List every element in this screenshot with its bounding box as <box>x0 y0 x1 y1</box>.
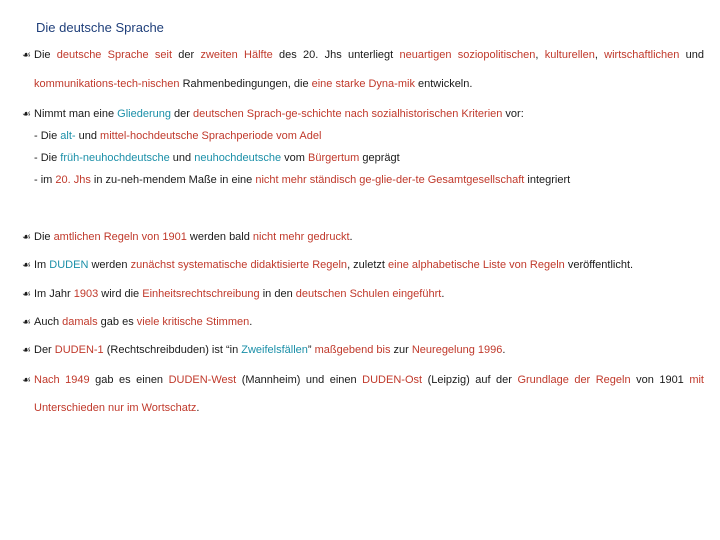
highlighted-text: damals <box>62 316 98 328</box>
body-text: Die <box>34 49 57 61</box>
highlighted-text: DUDEN-West <box>168 374 237 386</box>
highlighted-text: DUDEN <box>49 259 89 271</box>
highlighted-text: Neuregelung 1996 <box>411 344 503 356</box>
highlighted-text: nicht mehr gedruckt <box>252 231 350 243</box>
body-text: gab es einen <box>89 374 169 386</box>
bullet-icon: ☙ <box>22 375 31 386</box>
body-text: - im <box>34 174 56 186</box>
body-text: . <box>249 316 253 328</box>
body-text: des 20. Jhs unterliegt <box>272 49 400 61</box>
highlighted-text: eine starke Dyna-mik <box>311 78 415 90</box>
highlighted-text: Einheitsrechtschreibung <box>142 288 260 300</box>
bullet-icon: ☙ <box>22 50 31 61</box>
highlighted-text: Sprachperiode vom Adel <box>198 130 322 142</box>
highlighted-text: maßgebend bis <box>314 344 391 356</box>
page-title: Die deutsche Sprache <box>36 20 164 35</box>
body-text: der <box>170 108 193 120</box>
body-text: in zu-neh-mendem Maße in eine <box>90 174 256 186</box>
body-text: Im Jahr <box>34 288 74 300</box>
sub-item-2 <box>22 151 704 165</box>
highlighted-text: Bürgertum <box>307 152 360 164</box>
highlighted-text: kommunikations-tech-nischen <box>34 78 180 90</box>
body-text: Nimmt man eine <box>34 108 118 120</box>
highlighted-text: früh-neuhochdeutsche <box>60 152 170 164</box>
highlighted-text: DUDEN-Ost <box>362 374 423 386</box>
highlighted-text: alt- <box>60 130 76 142</box>
body-text: (Rechtschreibduden) ist “in <box>103 344 242 356</box>
highlighted-text: eine alphabetische Liste von Regeln <box>388 259 565 271</box>
highlighted-text: mittel-hochdeutsche <box>100 130 199 142</box>
highlighted-text: mit <box>689 374 704 386</box>
body-text: . <box>196 402 200 414</box>
body-text: ” <box>307 344 315 356</box>
highlighted-text: nicht mehr ständisch ge-glie-der-te Gesamtgesellschaft <box>255 174 525 186</box>
body-text: vor: <box>502 108 524 120</box>
body-text: geprägt <box>359 152 400 164</box>
highlighted-text: 1903 <box>73 288 99 300</box>
bullet-icon: ☙ <box>22 260 31 271</box>
paragraph-8-line-2 <box>22 401 704 415</box>
body-text: . <box>502 344 506 356</box>
body-text: Die <box>34 231 54 243</box>
body-text: Im <box>34 259 50 271</box>
highlighted-text: wirtschaftlichen <box>604 49 680 61</box>
body-text: . <box>441 288 445 300</box>
body-text: und <box>75 130 101 142</box>
body-text: werden bald <box>186 231 253 243</box>
body-text: - Die <box>34 152 61 164</box>
bullet-icon: ☙ <box>22 345 31 356</box>
paragraph-6 <box>22 315 704 330</box>
body-text: wird die <box>98 288 143 300</box>
body-text: Auch <box>34 316 63 328</box>
paragraph-1-line-1 <box>22 48 704 63</box>
body-text: und <box>169 152 195 164</box>
highlighted-text: Grundlage der Regeln <box>517 374 631 386</box>
body-text: Der <box>34 344 55 356</box>
paragraph-7 <box>22 343 704 358</box>
bullet-icon: ☙ <box>22 289 31 300</box>
body-text: veröffentlicht. <box>564 259 634 271</box>
body-text: , <box>535 49 545 61</box>
bullet-icon: ☙ <box>22 317 31 328</box>
highlighted-text: zunächst systematische didaktisierte Regeln <box>130 259 348 271</box>
sub-item-3 <box>22 173 704 187</box>
highlighted-text: neuartigen soziopolitischen <box>399 49 536 61</box>
body-text: der <box>172 49 201 61</box>
highlighted-text: amtlichen Regeln von 1901 <box>53 231 187 243</box>
highlighted-text: deutschen Schulen eingeführt <box>295 288 442 300</box>
bullet-icon: ☙ <box>22 109 31 120</box>
paragraph-5 <box>22 287 704 302</box>
paragraph-4 <box>22 258 704 273</box>
body-text: (Leipzig) auf der <box>422 374 518 386</box>
sub-item-1 <box>22 129 704 143</box>
highlighted-text: Nach 1949 <box>34 374 90 386</box>
highlighted-text: kulturellen <box>544 49 595 61</box>
body-text: und <box>679 49 704 61</box>
body-text: gab es <box>97 316 137 328</box>
highlighted-text: viele kritische Stimmen <box>136 316 250 328</box>
bullet-icon: ☙ <box>22 232 31 243</box>
body-text: werden <box>88 259 131 271</box>
paragraph-3 <box>22 230 704 245</box>
paragraph-2 <box>22 107 704 122</box>
body-text: , <box>594 49 605 61</box>
body-text: in den <box>259 288 296 300</box>
highlighted-text: Gliederung <box>117 108 171 120</box>
body-text: zur <box>390 344 412 356</box>
body-text: (Mannheim) und einen <box>236 374 363 386</box>
highlighted-text: zweiten Hälfte <box>200 49 273 61</box>
highlighted-text: Unterschieden nur im Wortschatz <box>34 402 197 414</box>
highlighted-text: 20. Jhs <box>55 174 91 186</box>
highlighted-text: neuhochdeutsche <box>194 152 282 164</box>
paragraph-8-line-1 <box>22 373 704 388</box>
paragraph-1-line-2 <box>22 77 704 91</box>
body-text: vom <box>281 152 308 164</box>
highlighted-text: DUDEN-1 <box>54 344 104 356</box>
body-text: Rahmenbedingungen, die <box>179 78 312 90</box>
body-text: von 1901 <box>630 374 690 386</box>
body-text: entwickeln. <box>414 78 473 90</box>
body-text: , zuletzt <box>347 259 389 271</box>
body-text: . <box>349 231 353 243</box>
highlighted-text: deutschen Sprach-ge-schichte nach sozialhistorischen Kriterien <box>192 108 503 120</box>
highlighted-text: deutsche Sprache seit <box>56 49 173 61</box>
body-text: - Die <box>34 130 61 142</box>
highlighted-text: Zweifelsfällen <box>241 344 308 356</box>
body-text: integriert <box>524 174 571 186</box>
